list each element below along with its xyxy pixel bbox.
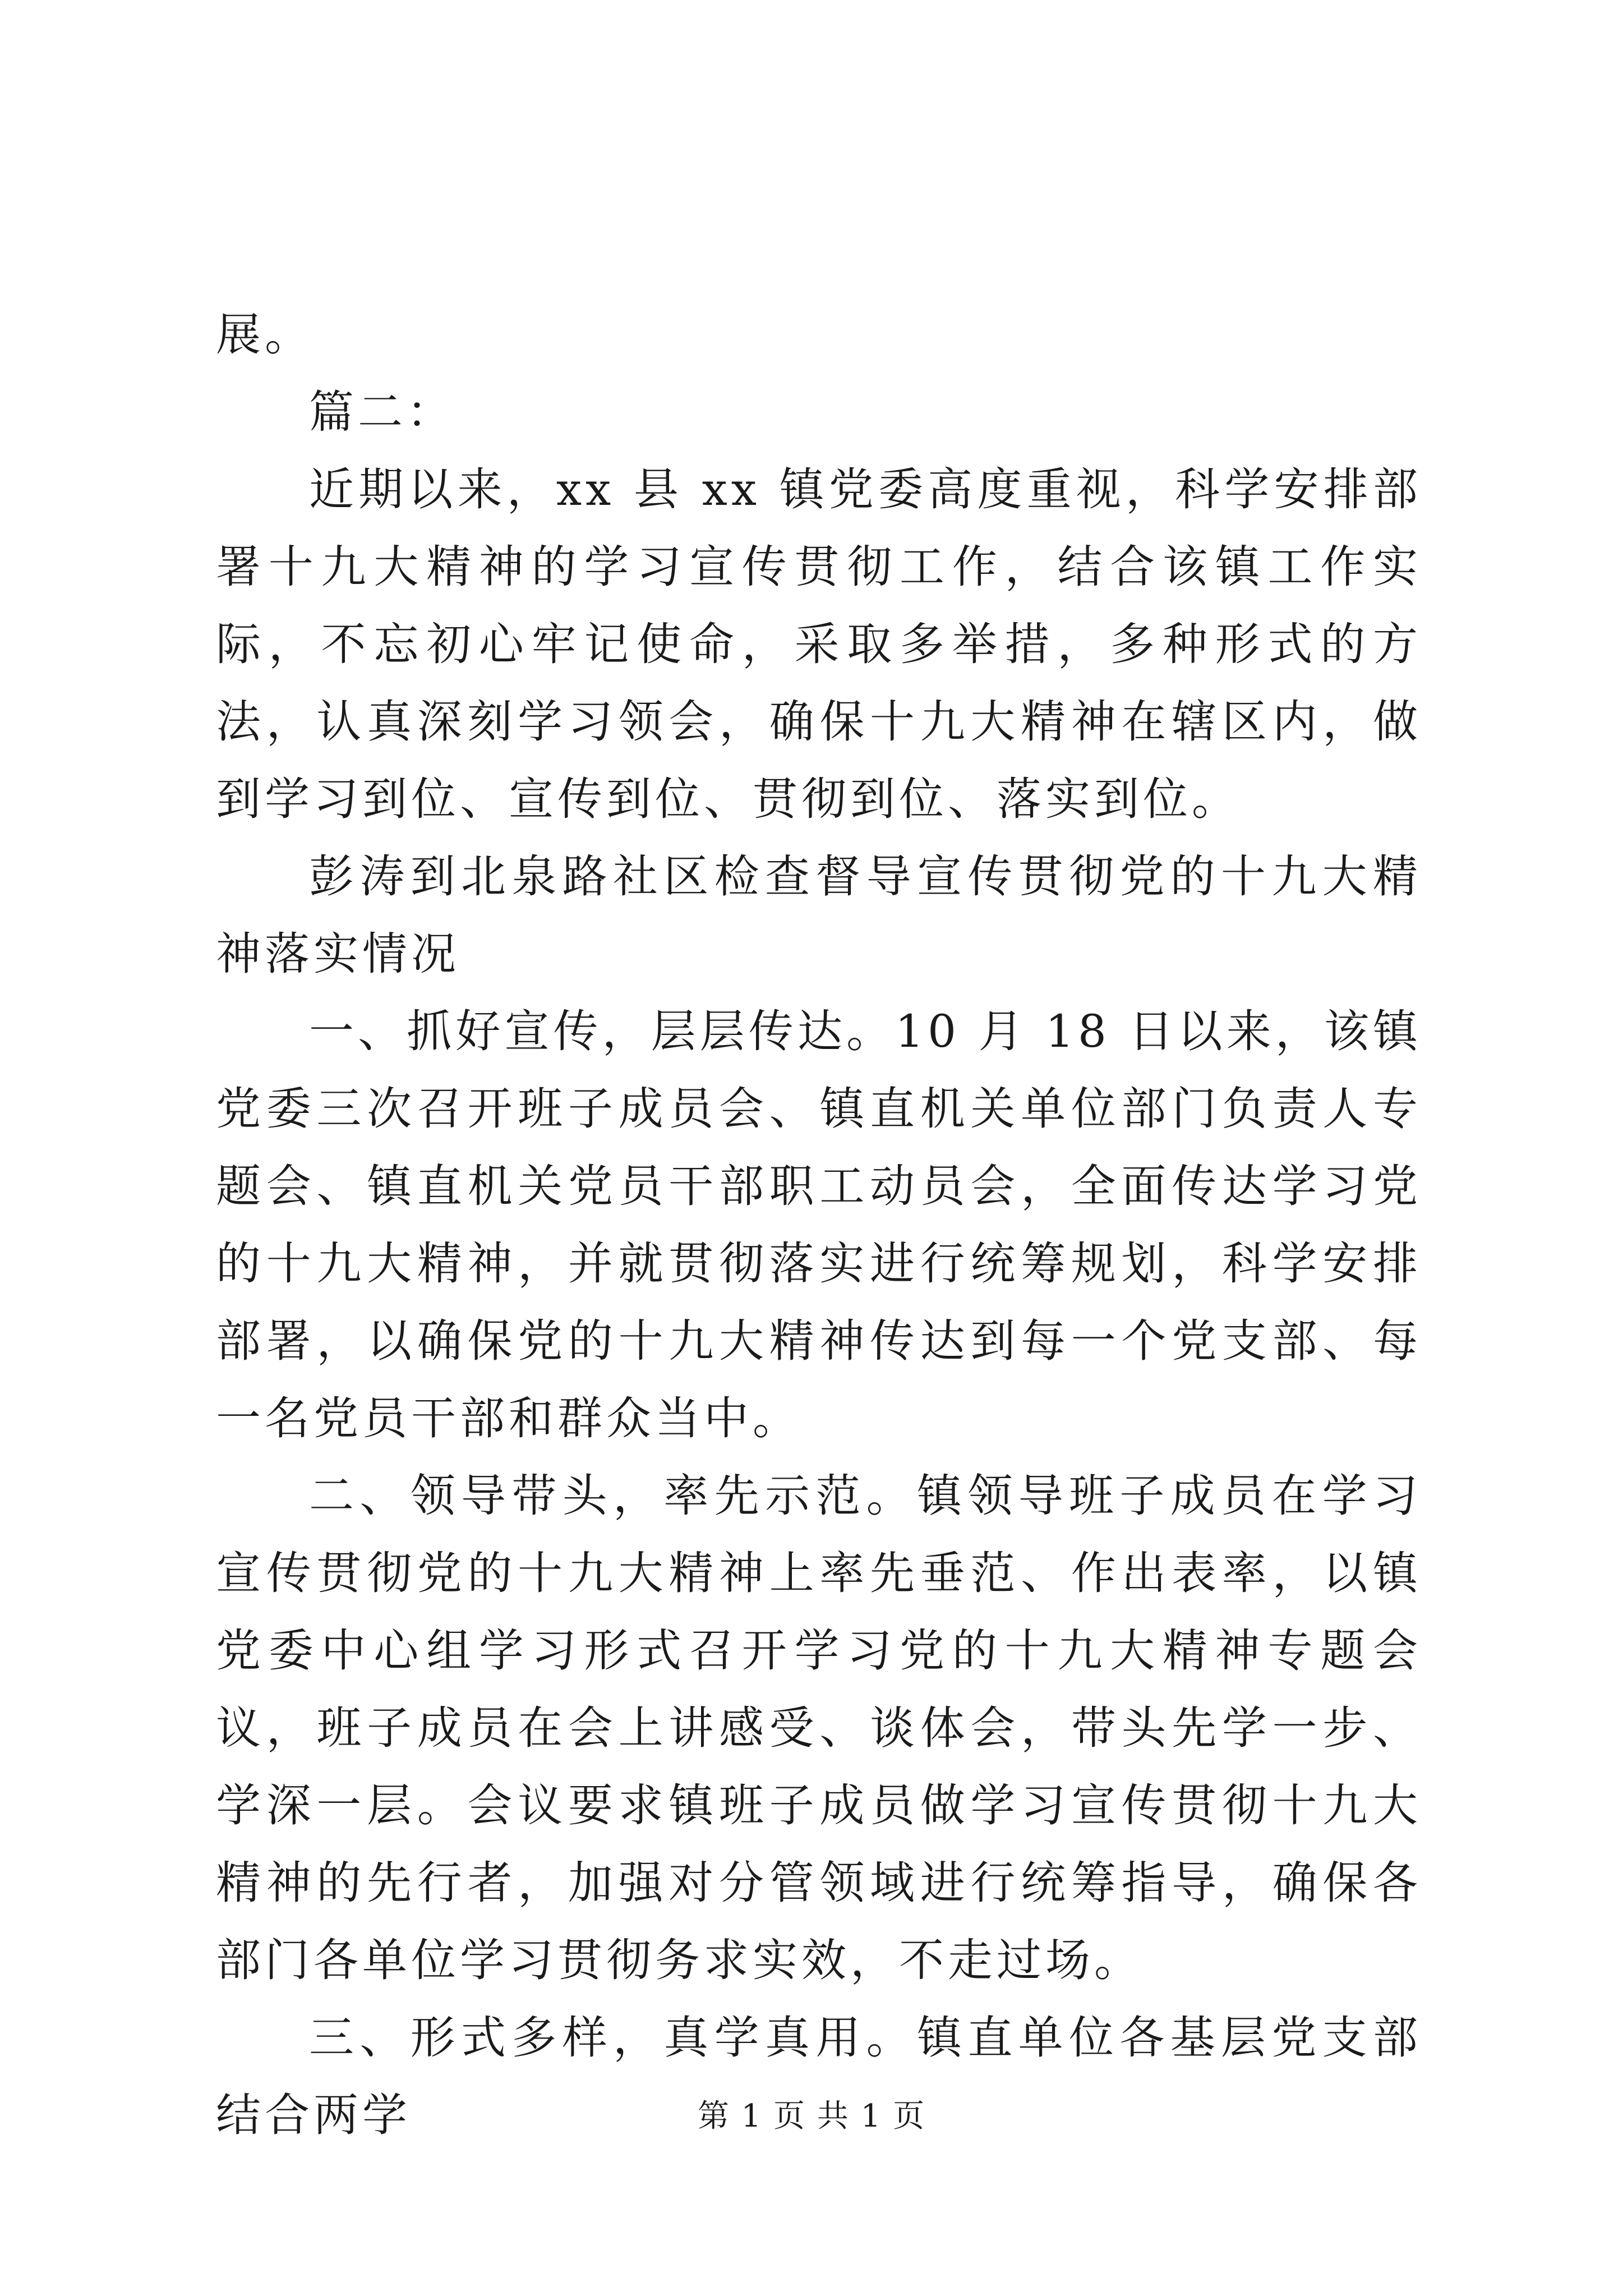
paragraph: 二、领导带头，率先示范。镇领导班子成员在学习宣传贯彻党的十九大精神上率先垂范、作出表率，以镇党委中心组学习形式召开学习党的十九大精神专题会议，班子成员在会上讲感受、谈体会，带头先学一步、学深一层。会议要求镇班子成员做学习宣传贯彻十九大精神的先行者，加强对分管领域进行统筹指导，确保各部门各单位学习贯彻务求实效，不走过场。 [216,1470,1422,1986]
paragraph: 展。 [216,309,313,361]
page-footer: 第 1 页 共 1 页 [697,2098,926,2134]
paragraph: 近期以来，xx 县 xx 镇党委高度重视，科学安排部署十九大精神的学习宣传贯彻工作，结合该镇工作实际，不忘初心牢记使命，采取多举措，多种形式的方法，认真深刻学习领会，确保十九大精神在辖区内，做到学习到位、宣传到位、贯彻到位、落实到位。 [216,463,1422,825]
paragraph: 彭涛到北泉路社区检查督导宣传贯彻党的十九大精神落实情况 [216,850,1422,980]
section-heading: 篇二： [309,386,455,438]
paragraph: 三、形式多样，真学真用。镇直单位各基层党支部结合两学 [216,2012,1422,2141]
document-body [216,296,1422,2154]
paragraph: 一、抓好宣传，层层传达。10 月 18 日以来，该镇党委三次召开班子成员会、镇直机关单位部门负责人专题会、镇直机关党员干部职工动员会，全面传达学习党的十九大精神，并就贯彻落实进行统筹规划，科学安排部署，以确保党的十九大精神传达到每一个党支部、每一名党员干部和群众当中。 [216,1005,1422,1444]
